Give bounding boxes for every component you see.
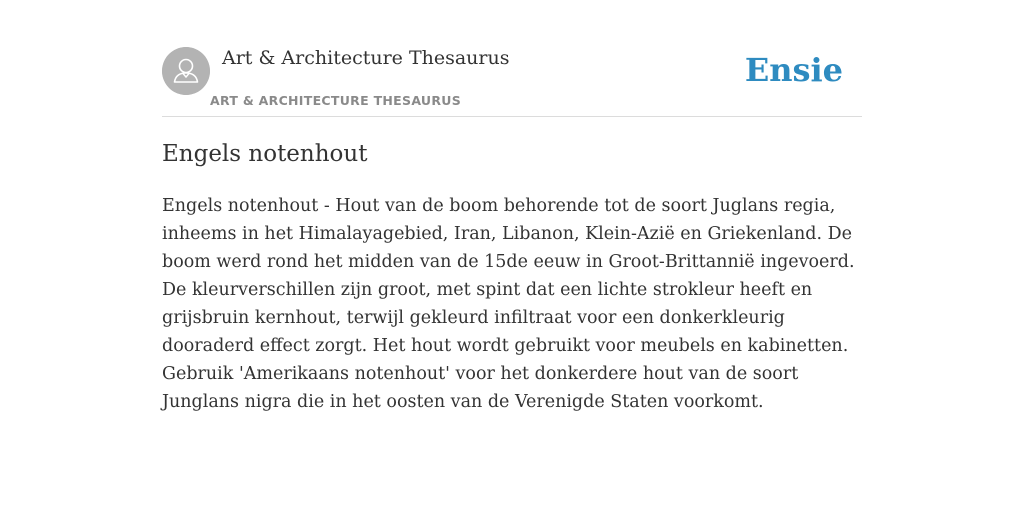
source-header [162, 46, 862, 117]
source-title[interactable]: Art & Architecture Thesaurus [222, 47, 510, 69]
definition-text: Engels notenhout - Hout van de boom behorende tot de soort Juglans regia, inheems in het Himalayagebied, Iran, Libanon, Klein-Azië en Griekenland. De boom werd rond het midden van de 15de eeuw in Groot-Brittannië ingevoerd. De kleurverschillen zijn groot, met spint dat een lichte strokleur heeft en grijsbruin kernhout, terwijl gekleurd infiltraat voor een donkerkleurig dooraderd effect zorgt. Het hout wordt gebruikt voor meubels en kabinetten. Gebruik 'Amerikaans notenhout' voor het donkerdere hout van de soort Junglans nigra die in het oosten van de Verenigde Staten voorkomt. [162, 196, 855, 412]
user-avatar-icon[interactable] [162, 47, 210, 95]
brand-logo[interactable]: Ensie [744, 51, 843, 89]
page-title: Engels notenhout [162, 141, 368, 167]
source-subtitle[interactable]: ART & ARCHITECTURE THESAURUS [210, 93, 462, 108]
